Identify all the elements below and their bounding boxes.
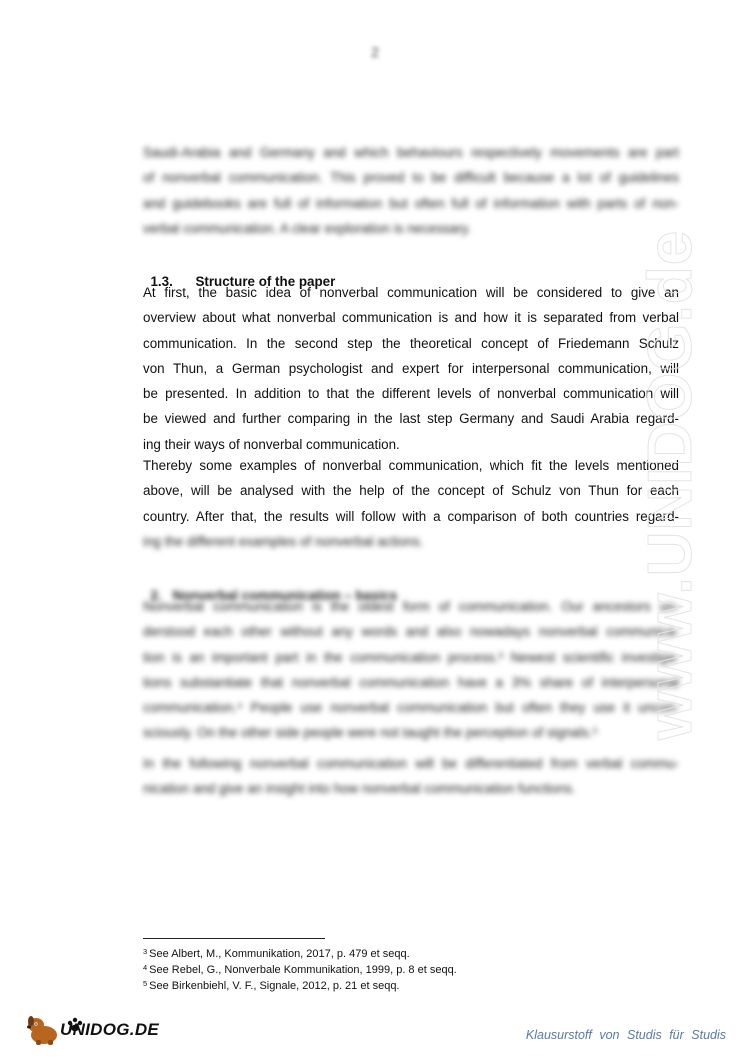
logo-text: UNIDOG.DE bbox=[60, 1020, 160, 1039]
tagline: Klausurstoff von Studis für Studis bbox=[525, 1028, 726, 1042]
text-line: country. After that, the results will follow with a comparison of both countries regard- bbox=[143, 508, 679, 524]
text-line: tions substantiate that nonverbal communication have a 3% share of interpersonal bbox=[143, 674, 679, 690]
footnote-text: See Albert, M., Kommunikation, 2017, p. 479 et seqq. bbox=[149, 948, 410, 960]
structure-paragraph-2 bbox=[143, 453, 679, 529]
text-line: verbal communication. A clear exploration is necessary. bbox=[143, 220, 471, 236]
text-line: At first, the basic idea of nonverbal communication will be considered to give an bbox=[143, 285, 679, 300]
basics-paragraph-2 bbox=[143, 751, 679, 802]
text-line: Saudi-Arabia and Germany and which behaviours respectively movements are part bbox=[143, 145, 679, 160]
intro-paragraph bbox=[143, 140, 679, 241]
text-line: communication. In the second step the theoretical concept of Friedemann Schulz bbox=[143, 335, 679, 351]
text-line: sciously. On the other side people were not taught the perception of signals.⁵ bbox=[143, 725, 598, 741]
section-title: Nonverbal communication – basics bbox=[172, 588, 398, 603]
watermark: www.UNIDOG.de bbox=[636, 229, 705, 740]
text-line: derstood each other without any words and also nowadays nonverbal communica- bbox=[143, 624, 679, 640]
text-line: overview about what nonverbal communication is and how it is separated from verbal bbox=[143, 310, 679, 326]
footnote-mark: 4 bbox=[143, 963, 148, 973]
basics-paragraph-1 bbox=[143, 594, 679, 746]
text-line: ing the different examples of nonverbal actions. bbox=[143, 534, 424, 549]
text-line: communication.⁴ People use nonverbal communication but often they use it uncon- bbox=[143, 700, 679, 716]
text-line: be viewed and further comparing in the last step Germany and Saudi Arabia regard- bbox=[143, 411, 679, 427]
footnote bbox=[143, 977, 457, 993]
text-line: von Thun, a German psychologist and expert for interpersonal communication, will bbox=[143, 360, 679, 376]
footnote bbox=[143, 945, 457, 961]
text-line: and guidebooks are full of information but often full of information with parts of non- bbox=[143, 195, 679, 211]
section-title: Structure of the paper bbox=[195, 274, 336, 289]
text-line: ing their ways of nonverbal communication. bbox=[143, 436, 400, 452]
text-line: nication and give an insight into how nonverbal communication functions. bbox=[143, 781, 576, 797]
page-number: 2 bbox=[371, 44, 379, 60]
footnote-text: See Birkenbiehl, V. F., Signale, 2012, p. 21 et seqq. bbox=[149, 980, 400, 993]
text-line: be presented. In addition to that the different levels of nonverbal communication will bbox=[143, 386, 679, 402]
footnote-text: See Rebel, G., Nonverbale Kommunikation, 1999, p. 8 et seqq. bbox=[149, 964, 457, 977]
footnote-divider bbox=[143, 938, 325, 939]
section-number: 1.3. bbox=[150, 274, 173, 289]
structure-paragraph-2-tail bbox=[143, 529, 679, 554]
text-line: above, will be analysed with the help of the concept of Schulz von Thun for each bbox=[143, 483, 679, 499]
text-line: Thereby some examples of nonverbal communication, which fit the levels mentioned bbox=[143, 458, 679, 473]
text-line: Nonverbal communication is the oldest form of communication. Our ancestors un- bbox=[143, 599, 679, 614]
text-line: In the following nonverbal communication will be differentiated from verbal commu- bbox=[143, 756, 679, 771]
section-number: 2. bbox=[150, 588, 162, 603]
footnote-mark: 5 bbox=[143, 979, 148, 989]
text-line: of nonverbal communication. This proved to be difficult because a lot of guidelines bbox=[143, 170, 679, 186]
footnote-mark: 3 bbox=[143, 947, 148, 956]
structure-paragraph-1 bbox=[143, 280, 679, 457]
footnotes bbox=[143, 945, 457, 994]
footnote bbox=[143, 961, 457, 977]
text-line: tion is an important part in the communication process.³ Newest scientific investiga- bbox=[143, 649, 679, 665]
